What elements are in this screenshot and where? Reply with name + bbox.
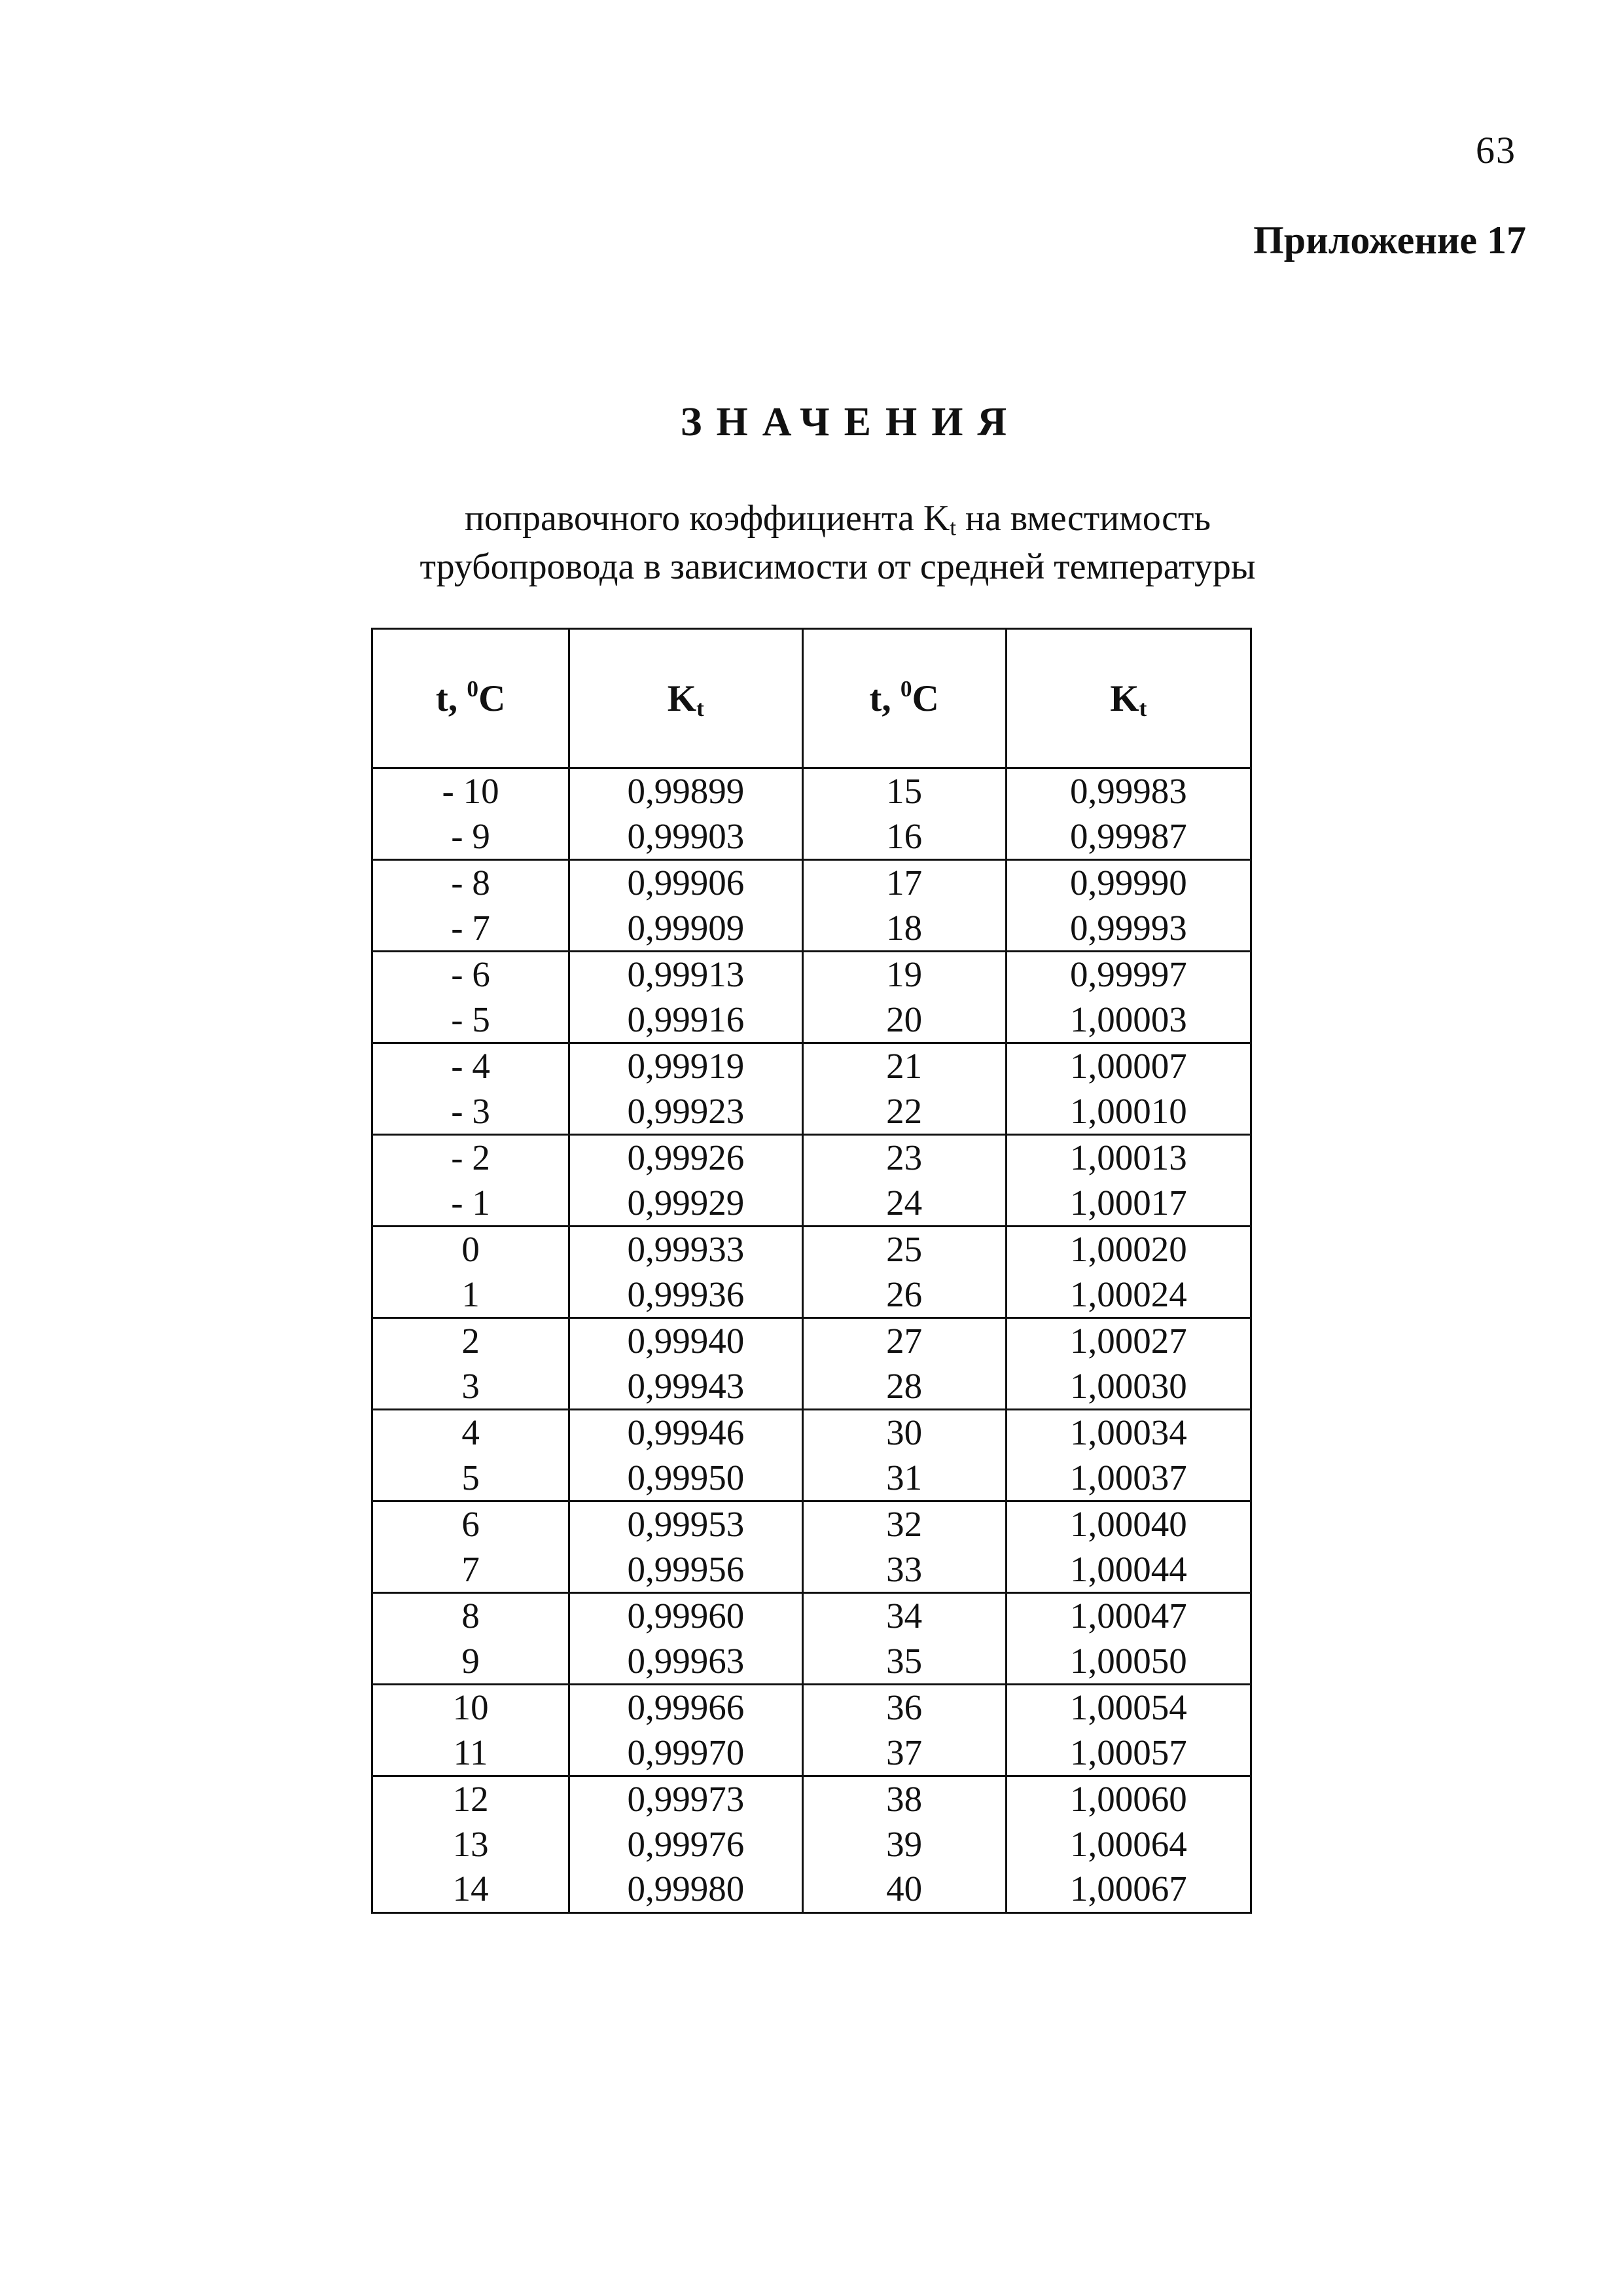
temperature-cell: - 3 (372, 1089, 569, 1135)
temperature-cell: 13 (372, 1822, 569, 1867)
coefficient-cell: 0,99940 (569, 1318, 802, 1364)
table-row (372, 906, 1251, 952)
temperature-cell: 8 (372, 1593, 569, 1639)
temperature-cell: 14 (372, 1867, 569, 1912)
document-subtitle (0, 494, 1623, 591)
coefficient-cell: 1,00050 (1006, 1639, 1251, 1685)
subtitle-line-2: трубопровода в зависимости от средней температуры (419, 547, 1256, 587)
coefficient-cell: 1,00037 (1006, 1456, 1251, 1501)
coefficient-cell: 0,99913 (569, 952, 802, 997)
header-temperature-2 (802, 629, 1006, 768)
temperature-cell: 28 (802, 1364, 1006, 1410)
coefficient-cell: 1,00064 (1006, 1822, 1251, 1867)
table-row (372, 1593, 1251, 1639)
table-row (372, 1043, 1251, 1089)
table-row (372, 768, 1251, 814)
table-row (372, 1685, 1251, 1731)
table-row (372, 814, 1251, 860)
header-coefficient-1-main: K (667, 677, 697, 719)
temperature-cell: 33 (802, 1547, 1006, 1593)
coefficient-cell: 0,99909 (569, 906, 802, 952)
subtitle-text-before: поправочного коэффициента (465, 498, 923, 539)
header-temperature-2-main: t, (869, 677, 901, 719)
coefficient-cell: 1,00030 (1006, 1364, 1251, 1410)
temperature-cell: - 1 (372, 1181, 569, 1227)
appendix-label: Приложение 17 (1253, 219, 1526, 262)
coefficient-cell: 1,00003 (1006, 997, 1251, 1043)
coefficient-cell: 0,99960 (569, 1593, 802, 1639)
coefficient-cell: 0,99983 (1006, 768, 1251, 814)
table-row (372, 1089, 1251, 1135)
temperature-cell: 40 (802, 1867, 1006, 1912)
temperature-cell: 31 (802, 1456, 1006, 1501)
coefficient-cell: 1,00013 (1006, 1135, 1251, 1181)
header-coefficient-2-main: K (1110, 677, 1139, 719)
header-coefficient-2 (1006, 629, 1251, 768)
temperature-cell: - 7 (372, 906, 569, 952)
header-temperature-2-sup: 0 (900, 675, 912, 702)
temperature-cell: 23 (802, 1135, 1006, 1181)
table-row (372, 1822, 1251, 1867)
coefficient-cell: 0,99916 (569, 997, 802, 1043)
temperature-cell: 32 (802, 1501, 1006, 1547)
coefficient-symbol: K (923, 498, 950, 539)
coefficient-cell: 0,99903 (569, 814, 802, 860)
header-temperature-1-unit: C (478, 677, 506, 719)
table-row (372, 1272, 1251, 1318)
coefficient-cell: 0,99929 (569, 1181, 802, 1227)
temperature-cell: 30 (802, 1410, 1006, 1456)
table-row (372, 1547, 1251, 1593)
temperature-cell: - 2 (372, 1135, 569, 1181)
coefficient-cell: 0,99943 (569, 1364, 802, 1410)
temperature-cell: 20 (802, 997, 1006, 1043)
coefficient-cell: 0,99956 (569, 1547, 802, 1593)
temperature-cell: 4 (372, 1410, 569, 1456)
coefficient-cell: 1,00020 (1006, 1227, 1251, 1272)
temperature-cell: 9 (372, 1639, 569, 1685)
header-coefficient-1-sub: t (696, 695, 704, 721)
table-row (372, 1639, 1251, 1685)
temperature-cell: 10 (372, 1685, 569, 1731)
temperature-cell: 1 (372, 1272, 569, 1318)
coefficient-cell: 0,99997 (1006, 952, 1251, 997)
coefficient-cell: 1,00024 (1006, 1272, 1251, 1318)
temperature-cell: 39 (802, 1822, 1006, 1867)
header-coefficient-2-sub: t (1139, 695, 1147, 721)
temperature-cell: 17 (802, 860, 1006, 906)
coefficient-cell: 0,99899 (569, 768, 802, 814)
coefficient-cell: 0,99946 (569, 1410, 802, 1456)
coefficient-cell: 0,99953 (569, 1501, 802, 1547)
table-row (372, 1135, 1251, 1181)
coefficient-table (371, 628, 1252, 1914)
temperature-cell: 37 (802, 1731, 1006, 1776)
subtitle-line-1 (52, 494, 1623, 543)
temperature-cell: 15 (802, 768, 1006, 814)
temperature-cell: 11 (372, 1731, 569, 1776)
coefficient-cell: 1,00060 (1006, 1776, 1251, 1822)
header-temperature-1 (372, 629, 569, 768)
coefficient-cell: 0,99923 (569, 1089, 802, 1135)
temperature-cell: 2 (372, 1318, 569, 1364)
temperature-cell: 34 (802, 1593, 1006, 1639)
coefficient-cell: 1,00057 (1006, 1731, 1251, 1776)
header-temperature-1-sup: 0 (467, 675, 479, 702)
temperature-cell: - 5 (372, 997, 569, 1043)
coefficient-cell: 0,99987 (1006, 814, 1251, 860)
header-temperature-2-unit: C (912, 677, 939, 719)
table-row (372, 1776, 1251, 1822)
coefficient-cell: 0,99936 (569, 1272, 802, 1318)
coefficient-subscript: t (950, 514, 956, 541)
coefficient-cell: 1,00010 (1006, 1089, 1251, 1135)
table-row (372, 952, 1251, 997)
table-row (372, 1364, 1251, 1410)
coefficient-cell: 1,00054 (1006, 1685, 1251, 1731)
table-header-row (372, 629, 1251, 768)
table-row (372, 1410, 1251, 1456)
coefficient-cell: 0,99933 (569, 1227, 802, 1272)
coefficient-cell: 1,00044 (1006, 1547, 1251, 1593)
temperature-cell: - 10 (372, 768, 569, 814)
header-coefficient-1 (569, 629, 802, 768)
temperature-cell: 35 (802, 1639, 1006, 1685)
coefficient-cell: 1,00067 (1006, 1867, 1251, 1912)
coefficient-cell: 0,99976 (569, 1822, 802, 1867)
temperature-cell: 25 (802, 1227, 1006, 1272)
coefficient-cell: 1,00034 (1006, 1410, 1251, 1456)
temperature-cell: - 6 (372, 952, 569, 997)
coefficient-cell: 0,99919 (569, 1043, 802, 1089)
coefficient-cell: 0,99970 (569, 1731, 802, 1776)
coefficient-cell: 1,00027 (1006, 1318, 1251, 1364)
coefficient-cell: 0,99926 (569, 1135, 802, 1181)
subtitle-text-after: на вместимость (955, 498, 1211, 539)
temperature-cell: 16 (802, 814, 1006, 860)
temperature-cell: 26 (802, 1272, 1006, 1318)
coefficient-cell: 1,00047 (1006, 1593, 1251, 1639)
coefficient-cell: 0,99963 (569, 1639, 802, 1685)
temperature-cell: 36 (802, 1685, 1006, 1731)
temperature-cell: 24 (802, 1181, 1006, 1227)
table-body (372, 768, 1251, 1913)
temperature-cell: 27 (802, 1318, 1006, 1364)
coefficient-cell: 1,00007 (1006, 1043, 1251, 1089)
temperature-cell: 6 (372, 1501, 569, 1547)
temperature-cell: 5 (372, 1456, 569, 1501)
temperature-cell: - 8 (372, 860, 569, 906)
temperature-cell: 38 (802, 1776, 1006, 1822)
document-title: ЗНАЧЕНИЯ (680, 400, 1022, 444)
temperature-cell: 12 (372, 1776, 569, 1822)
coefficient-cell: 0,99950 (569, 1456, 802, 1501)
temperature-cell: 3 (372, 1364, 569, 1410)
coefficient-cell: 0,99966 (569, 1685, 802, 1731)
table-row (372, 1456, 1251, 1501)
header-temperature-1-main: t, (435, 677, 467, 719)
coefficient-cell: 1,00017 (1006, 1181, 1251, 1227)
temperature-cell: 18 (802, 906, 1006, 952)
table-row (372, 860, 1251, 906)
table-row (372, 1181, 1251, 1227)
page-number: 63 (1476, 129, 1516, 171)
coefficient-cell: 0,99980 (569, 1867, 802, 1912)
temperature-cell: 19 (802, 952, 1006, 997)
coefficient-cell: 0,99906 (569, 860, 802, 906)
coefficient-cell: 0,99993 (1006, 906, 1251, 952)
temperature-cell: 21 (802, 1043, 1006, 1089)
table-row (372, 1227, 1251, 1272)
coefficient-cell: 1,00040 (1006, 1501, 1251, 1547)
coefficient-cell: 0,99973 (569, 1776, 802, 1822)
table-row (372, 1867, 1251, 1912)
temperature-cell: 22 (802, 1089, 1006, 1135)
table-row (372, 1731, 1251, 1776)
temperature-cell: 7 (372, 1547, 569, 1593)
temperature-cell: 0 (372, 1227, 569, 1272)
temperature-cell: - 4 (372, 1043, 569, 1089)
table-row (372, 1501, 1251, 1547)
coefficient-cell: 0,99990 (1006, 860, 1251, 906)
table-row (372, 997, 1251, 1043)
temperature-cell: - 9 (372, 814, 569, 860)
table-row (372, 1318, 1251, 1364)
